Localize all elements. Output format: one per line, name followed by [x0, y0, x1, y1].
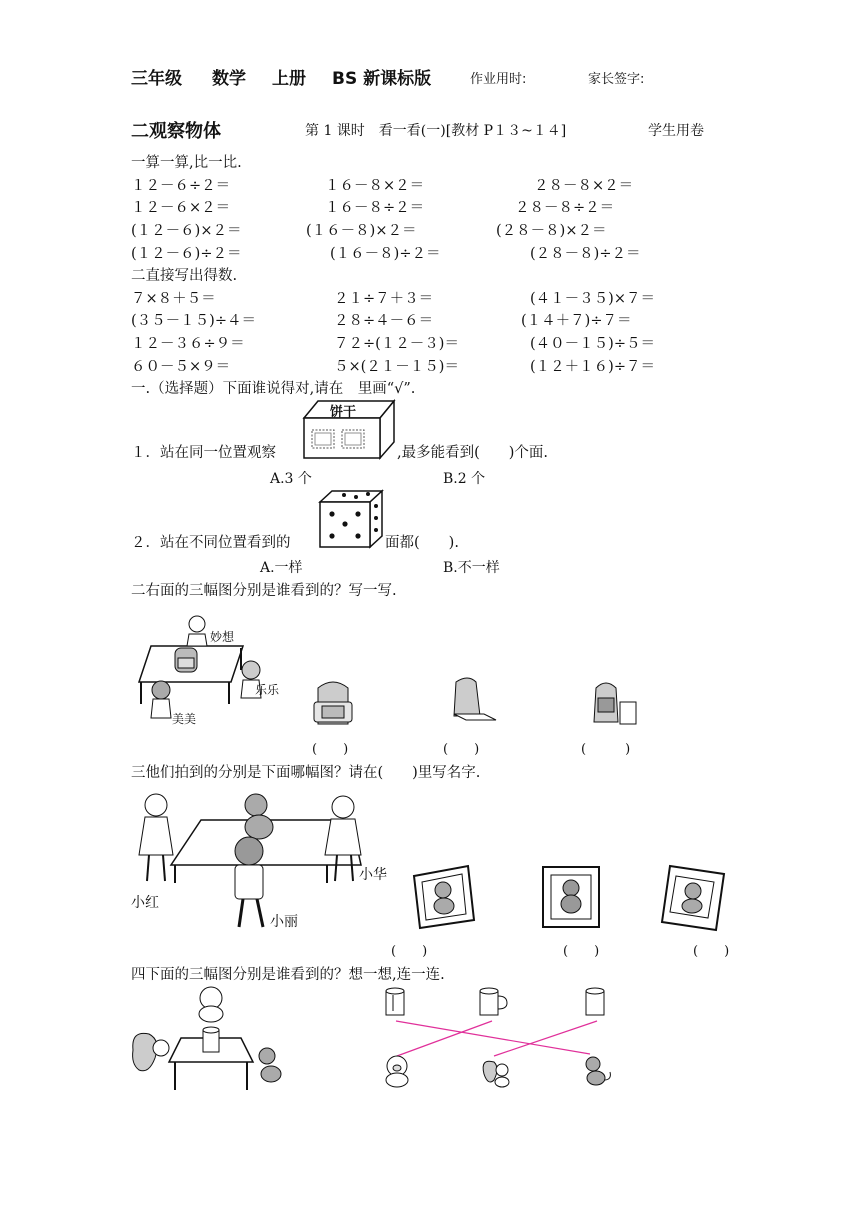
label-xiaohong: 小红	[131, 895, 159, 911]
sign-label: 家长签字:	[588, 72, 645, 87]
header-subject: 数学	[212, 69, 246, 89]
expr: (４１－３５)×７＝	[530, 291, 655, 307]
q2-prefix: ２．站在不同位置看到的	[131, 535, 291, 551]
part3-heading: 三他们拍到的分别是下面哪幅图？请在( )里写名字.	[131, 765, 481, 781]
q2-option-b[interactable]: B.不一样	[443, 560, 500, 576]
q1-prefix: １．站在同一位置观察	[131, 445, 276, 461]
header-volume: 上册	[272, 69, 306, 89]
expr: (１２＋１６)÷７＝	[530, 359, 655, 375]
answer-blank[interactable]: ( )	[693, 944, 730, 959]
expr: １２－６×２＝	[131, 200, 231, 216]
label-xiaoli: 小丽	[270, 914, 298, 930]
part4-heading: 四下面的三幅图分别是谁看到的？想一想,连一连.	[131, 967, 445, 983]
unit-title: 二观察物体	[131, 121, 221, 142]
q1-suffix: ,最多能看到( )个面.	[397, 445, 549, 461]
lesson-title: 第 1 课时 看一看(一)[教材 P１３~１４]	[305, 123, 567, 139]
label-lele: 乐乐	[255, 683, 280, 697]
expr: (２８－８)×２＝	[496, 223, 607, 239]
q2-option-a[interactable]: A.一样	[260, 560, 303, 576]
q1-option-b[interactable]: B.2 个	[443, 471, 486, 487]
q2-suffix: 面都( ).	[385, 535, 459, 551]
time-label: 作业用时:	[470, 72, 527, 87]
expr: ２８÷４－６＝	[334, 313, 434, 329]
squirrel-icon	[480, 1054, 514, 1088]
match-line	[397, 1021, 492, 1056]
expr: ２８－８×２＝	[534, 178, 634, 194]
expr: (４０－１５)÷５＝	[530, 336, 655, 352]
expr: １２－６÷２＝	[131, 178, 231, 194]
answer-blank[interactable]: ( )	[391, 944, 428, 959]
paper-label: 学生用卷	[648, 123, 704, 139]
expr: １２－３６÷９＝	[131, 336, 245, 352]
sec1-heading: 一算一算,比一比.	[131, 155, 242, 171]
header-edition: BS 新课标版	[332, 69, 432, 89]
expr: １６－８÷２＝	[325, 200, 425, 216]
match-line	[494, 1021, 597, 1056]
expr: (１６－８)×２＝	[306, 223, 417, 239]
answer-blank[interactable]: ( )	[312, 742, 349, 757]
label-xiaohua: 小华	[359, 867, 387, 883]
expr: (１２－６)÷２＝	[131, 246, 242, 262]
expr: (１６－８)÷２＝	[330, 246, 441, 262]
biscuit-label: 饼干	[330, 405, 357, 420]
label-meimei: 美美	[172, 712, 197, 726]
q1-option-a[interactable]: A.3 个	[270, 471, 312, 487]
expr: １６－８×２＝	[325, 178, 425, 194]
expr: ５×(２１－１５)＝	[334, 359, 459, 375]
expr: ２８－８÷２＝	[515, 200, 615, 216]
label-miaoxiang: 妙想	[210, 630, 235, 644]
match-line	[396, 1021, 590, 1054]
answer-blank[interactable]: ( )	[443, 742, 480, 757]
expr: ７２÷(１２－３)＝	[334, 336, 459, 352]
answer-blank[interactable]: ( )	[581, 742, 631, 757]
part2-heading: 二右面的三幅图分别是谁看到的？写一写.	[131, 583, 397, 599]
expr: (１４＋７)÷７＝	[521, 313, 632, 329]
expr: ７×８＋５＝	[131, 291, 216, 307]
expr: (２８－８)÷２＝	[530, 246, 641, 262]
monkey-icon	[580, 1054, 614, 1088]
choice-heading: 一.（选择题）下面谁说得对,请在 里画“√”.	[131, 381, 416, 397]
expr: ２１÷７＋３＝	[334, 291, 434, 307]
pig-icon	[382, 1054, 412, 1088]
sec2-heading: 二直接写出得数.	[131, 268, 238, 284]
expr: (１２－６)×２＝	[131, 223, 242, 239]
header-grade: 三年级	[131, 69, 182, 89]
answer-blank[interactable]: ( )	[563, 944, 600, 959]
expr: (３５－１５)÷４＝	[131, 313, 256, 329]
expr: ６０－５×９＝	[131, 359, 231, 375]
